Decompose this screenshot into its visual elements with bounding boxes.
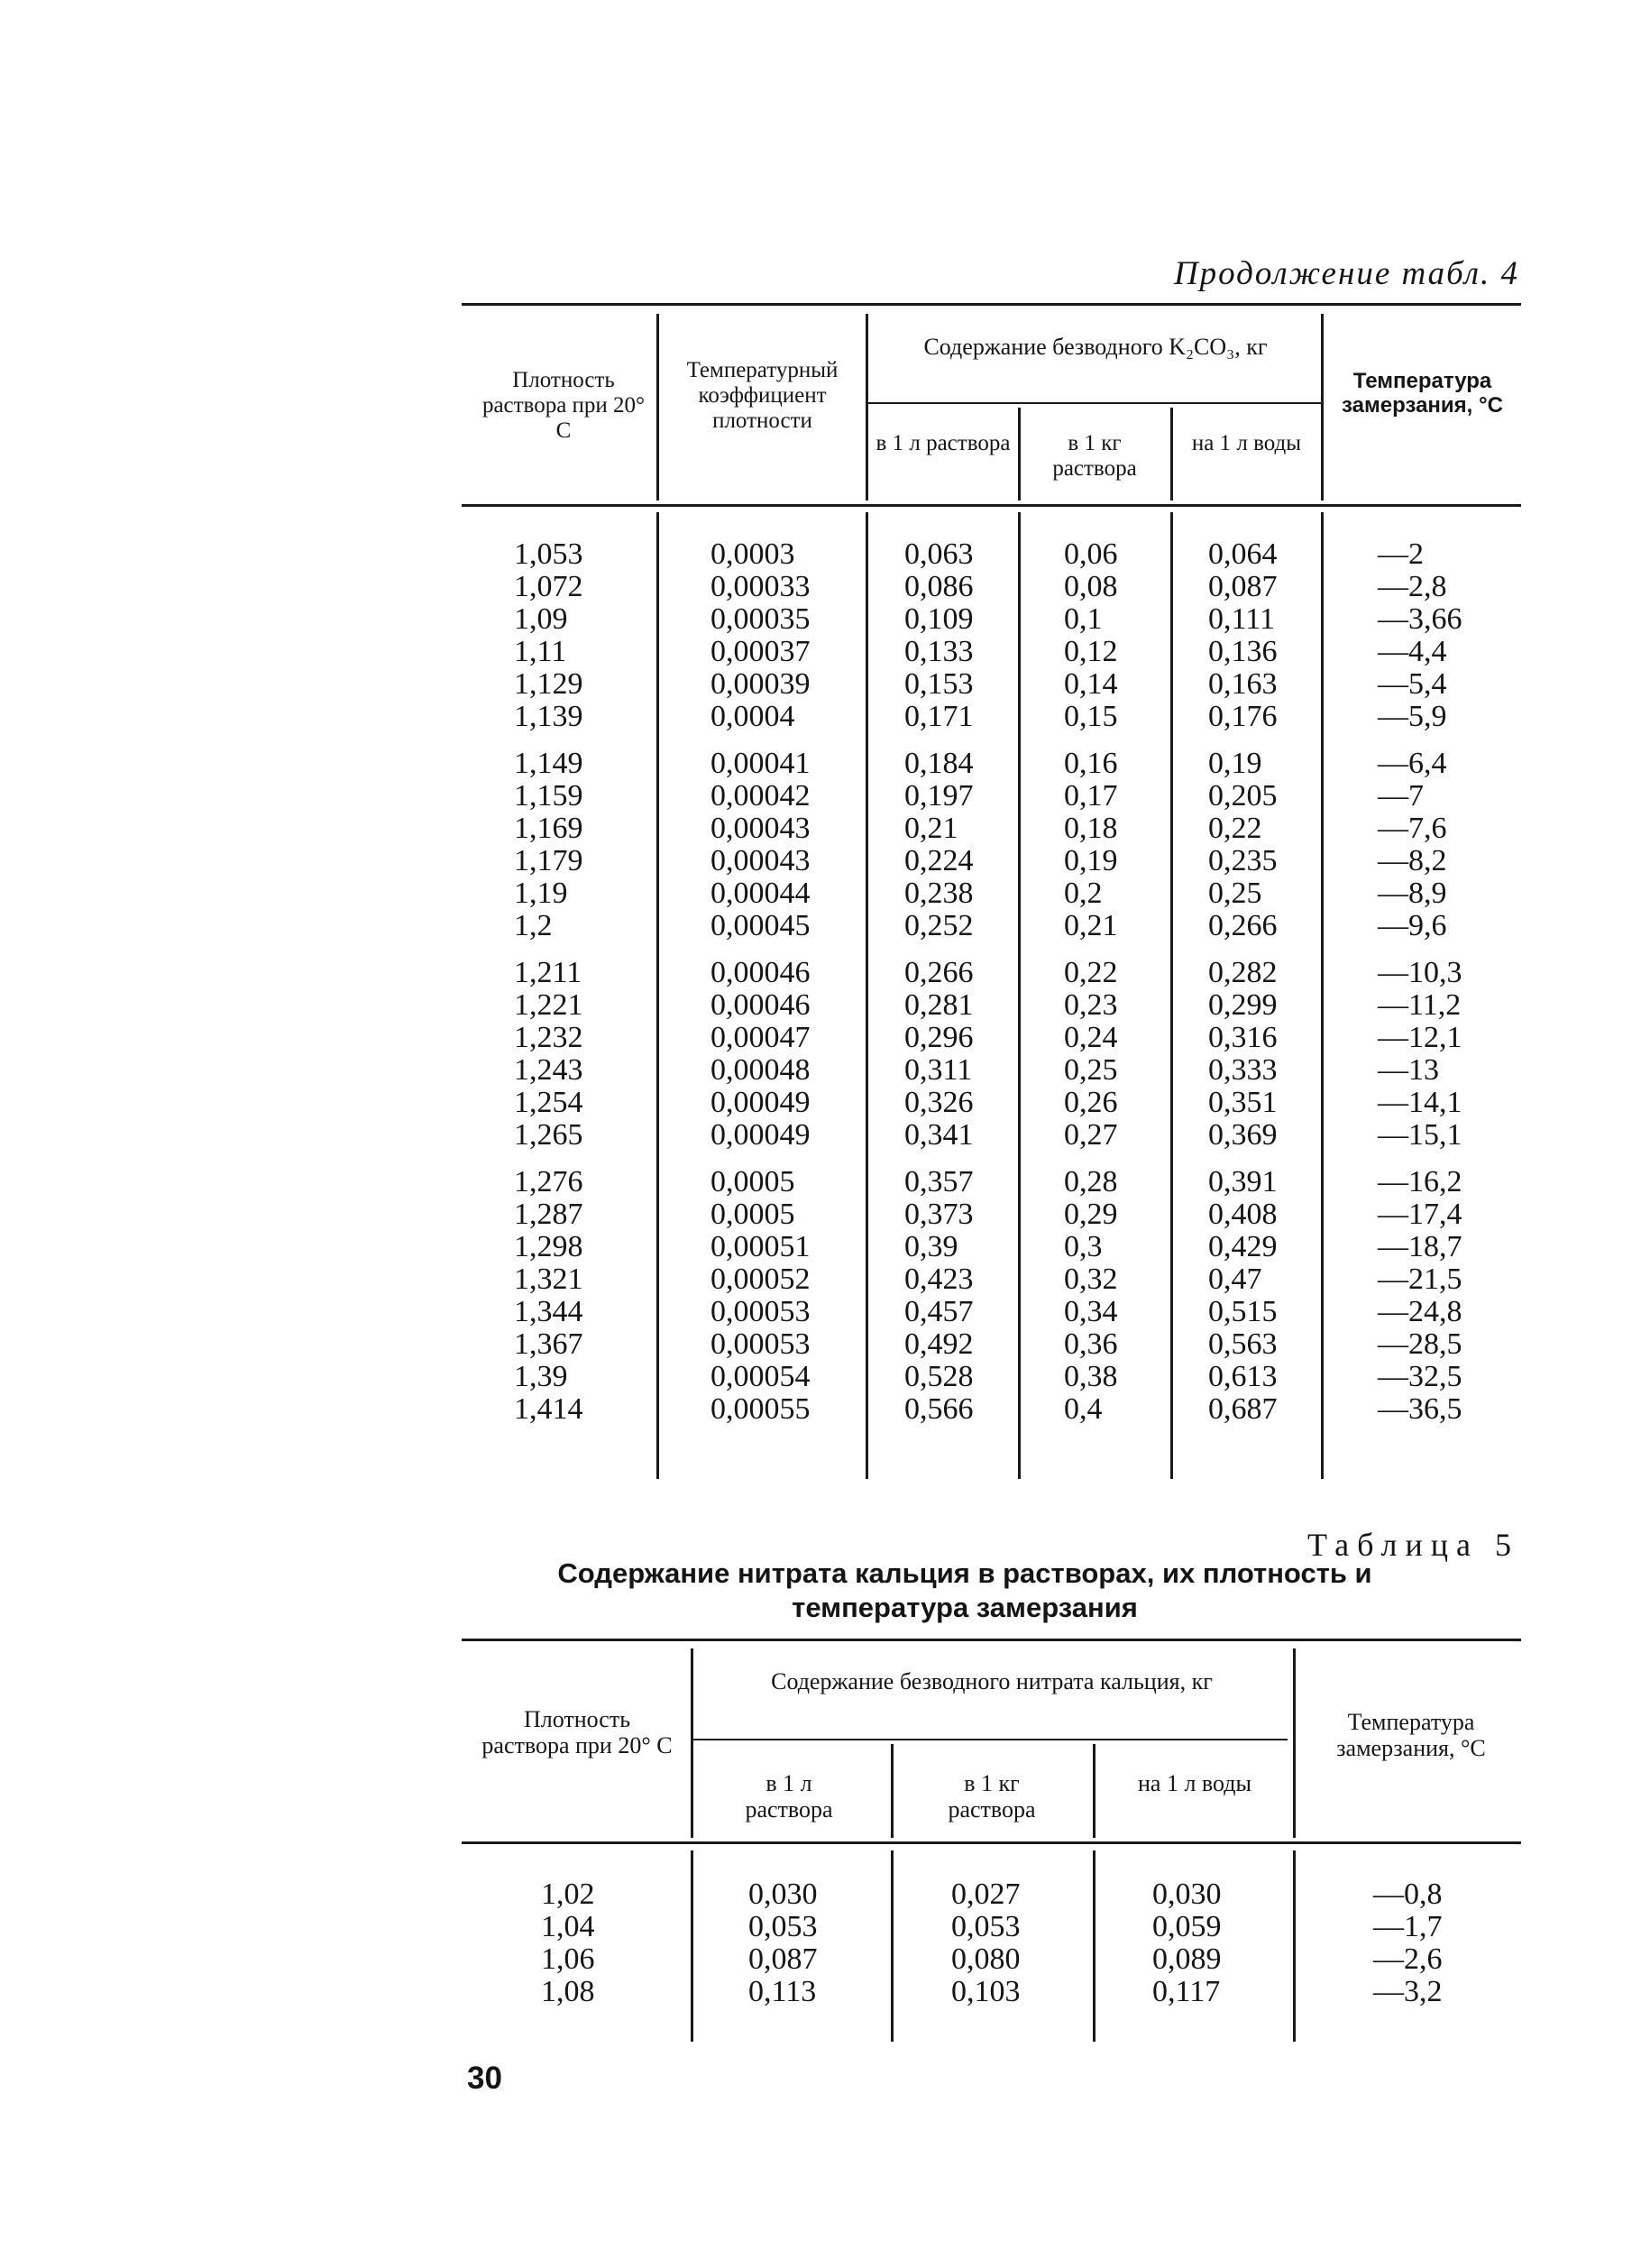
table4-body-vline-2 — [866, 512, 868, 1479]
table4-body-vline-3 — [1018, 512, 1021, 1479]
table4-g2-per-kg: 0,16 0,17 0,18 0,19 0,2 0,21 — [1064, 747, 1118, 942]
table5-col-per-liter-water: 0,030 0,059 0,089 0,117 — [1152, 1878, 1222, 2008]
table5-header-freeze-temp: Температура замерзания, °С — [1336, 1709, 1486, 1762]
table5-vline-3 — [1093, 1744, 1096, 1838]
table5-col-freeze-temp: —0,8 —1,7 —2,6 —3,2 — [1373, 1878, 1443, 2008]
table4-header-content-group: Содержание безводного K₂CO₃, кг — [923, 334, 1268, 360]
table4-g4-freeze-temp: —16,2 —17,4 —18,7 —21,5 —24,8 —28,5 —32,5 —36,5 — [1378, 1165, 1462, 1426]
table4-g4-per-liter: 0,357 0,373 0,39 0,423 0,457 0,492 0,528 0,566 — [904, 1165, 974, 1426]
table4-header-per-kg: в 1 кг раствора — [1052, 431, 1137, 481]
table4-header-freeze-temp: Температура замерзания, °С — [1342, 369, 1503, 418]
table4-g1-per-liter: 0,063 0,086 0,109 0,133 0,153 0,171 — [904, 537, 974, 733]
table4-header-temp-coef: Температурный коэффициент плотности — [686, 358, 839, 433]
page-number: 30 — [467, 2061, 502, 2096]
table5-vline-4 — [1293, 1648, 1296, 1838]
table4-vline-1 — [656, 314, 659, 500]
table5-col-density: 1,02 1,04 1,06 1,08 — [541, 1878, 595, 2008]
table4-vline-5 — [1321, 314, 1324, 500]
table4-g3-per-liter: 0,266 0,281 0,296 0,311 0,326 0,341 — [904, 956, 974, 1152]
table5-top-rule — [462, 1639, 1521, 1641]
table5-header-per-liter-water: на 1 л воды — [1138, 1770, 1251, 1796]
table5-body-vline-3 — [1093, 1850, 1096, 2042]
table4-g3-per-liter-water: 0,282 0,299 0,316 0,333 0,351 0,369 — [1208, 956, 1278, 1152]
table4-g3-density: 1,211 1,221 1,232 1,243 1,254 1,265 — [514, 956, 583, 1152]
table5-header-per-liter: в 1 л раствора — [745, 1770, 833, 1823]
table4-body-vline-1 — [656, 512, 659, 1479]
table4-vline-3 — [1018, 408, 1021, 500]
table5-body-vline-1 — [691, 1850, 693, 2042]
table4-g4-per-kg: 0,28 0,29 0,3 0,32 0,34 0,36 0,38 0,4 — [1064, 1165, 1118, 1426]
table5-title: Содержание нитрата кальция в растворах, их плотность и температура замерзания — [557, 1557, 1372, 1623]
table4-g1-temp-coef: 0,0003 0,00033 0,00035 0,00037 0,00039 0,0004 — [710, 537, 811, 733]
table5-group-rule — [692, 1739, 1288, 1740]
table4-vline-4 — [1170, 408, 1173, 500]
table4-g4-temp-coef: 0,0005 0,0005 0,00051 0,00052 0,00053 0,00053 0,00054 0,00055 — [710, 1165, 811, 1426]
table5-body-vline-2 — [891, 1850, 894, 2042]
table4-g1-density: 1,053 1,072 1,09 1,11 1,129 1,139 — [514, 537, 583, 733]
table4-g3-per-kg: 0,22 0,23 0,24 0,25 0,26 0,27 — [1064, 956, 1118, 1152]
table4-header-density: Плотность раствора при 20° С — [481, 368, 646, 443]
table4-g2-per-liter-water: 0,19 0,205 0,22 0,235 0,25 0,266 — [1208, 747, 1278, 942]
table4-g1-per-kg: 0,06 0,08 0,1 0,12 0,14 0,15 — [1064, 537, 1118, 733]
table5-header-content-group: Содержание безводного нитрата кальция, кг — [771, 1668, 1213, 1694]
table4-header-rule — [462, 504, 1521, 507]
table5-vline-1 — [691, 1648, 693, 1838]
table4-body-vline-5 — [1321, 512, 1324, 1479]
table4-top-rule — [462, 303, 1521, 306]
table4-g4-per-liter-water: 0,391 0,408 0,429 0,47 0,515 0,563 0,613 0,687 — [1208, 1165, 1278, 1426]
table4-vline-2 — [866, 314, 868, 500]
table4-g1-freeze-temp: —2 —2,8 —3,66 —4,4 —5,4 —5,9 — [1378, 537, 1462, 733]
table5-header-density: Плотность раствора при 20° С — [481, 1706, 673, 1759]
table5-col-per-kg: 0,027 0,053 0,080 0,103 — [951, 1878, 1021, 2008]
table5-body-vline-4 — [1293, 1850, 1296, 2042]
table5-header-rule — [462, 1841, 1521, 1844]
table4-g2-per-liter: 0,184 0,197 0,21 0,224 0,238 0,252 — [904, 747, 974, 942]
table4-g2-temp-coef: 0,00041 0,00042 0,00043 0,00043 0,00044 0,00045 — [710, 747, 811, 942]
table4-header-per-liter-water: на 1 л воды — [1191, 431, 1302, 455]
table5-col-per-liter: 0,030 0,053 0,087 0,113 — [748, 1878, 818, 2008]
table4-g4-density: 1,276 1,287 1,298 1,321 1,344 1,367 1,39 1,414 — [514, 1165, 583, 1426]
continuation-caption: Продолжение табл. 4 — [1173, 255, 1519, 292]
table4-g3-temp-coef: 0,00046 0,00046 0,00047 0,00048 0,00049 0,00049 — [710, 956, 811, 1152]
table4-group-rule — [867, 402, 1323, 404]
table5-caption: Таблица 5 — [1307, 1527, 1519, 1563]
table5-vline-2 — [891, 1744, 894, 1838]
table4-g2-density: 1,149 1,159 1,169 1,179 1,19 1,2 — [514, 747, 583, 942]
table4-g3-freeze-temp: —10,3 —11,2 —12,1 —13 —14,1 —15,1 — [1378, 956, 1462, 1152]
table4-header-per-liter: в 1 л раствора — [876, 431, 1011, 455]
table4-body-vline-4 — [1170, 512, 1173, 1479]
table4-g2-freeze-temp: —6,4 —7 —7,6 —8,2 —8,9 —9,6 — [1378, 747, 1447, 942]
table4-g1-per-liter-water: 0,064 0,087 0,111 0,136 0,163 0,176 — [1208, 537, 1278, 733]
table5-header-per-kg: в 1 кг раствора — [948, 1770, 1036, 1823]
